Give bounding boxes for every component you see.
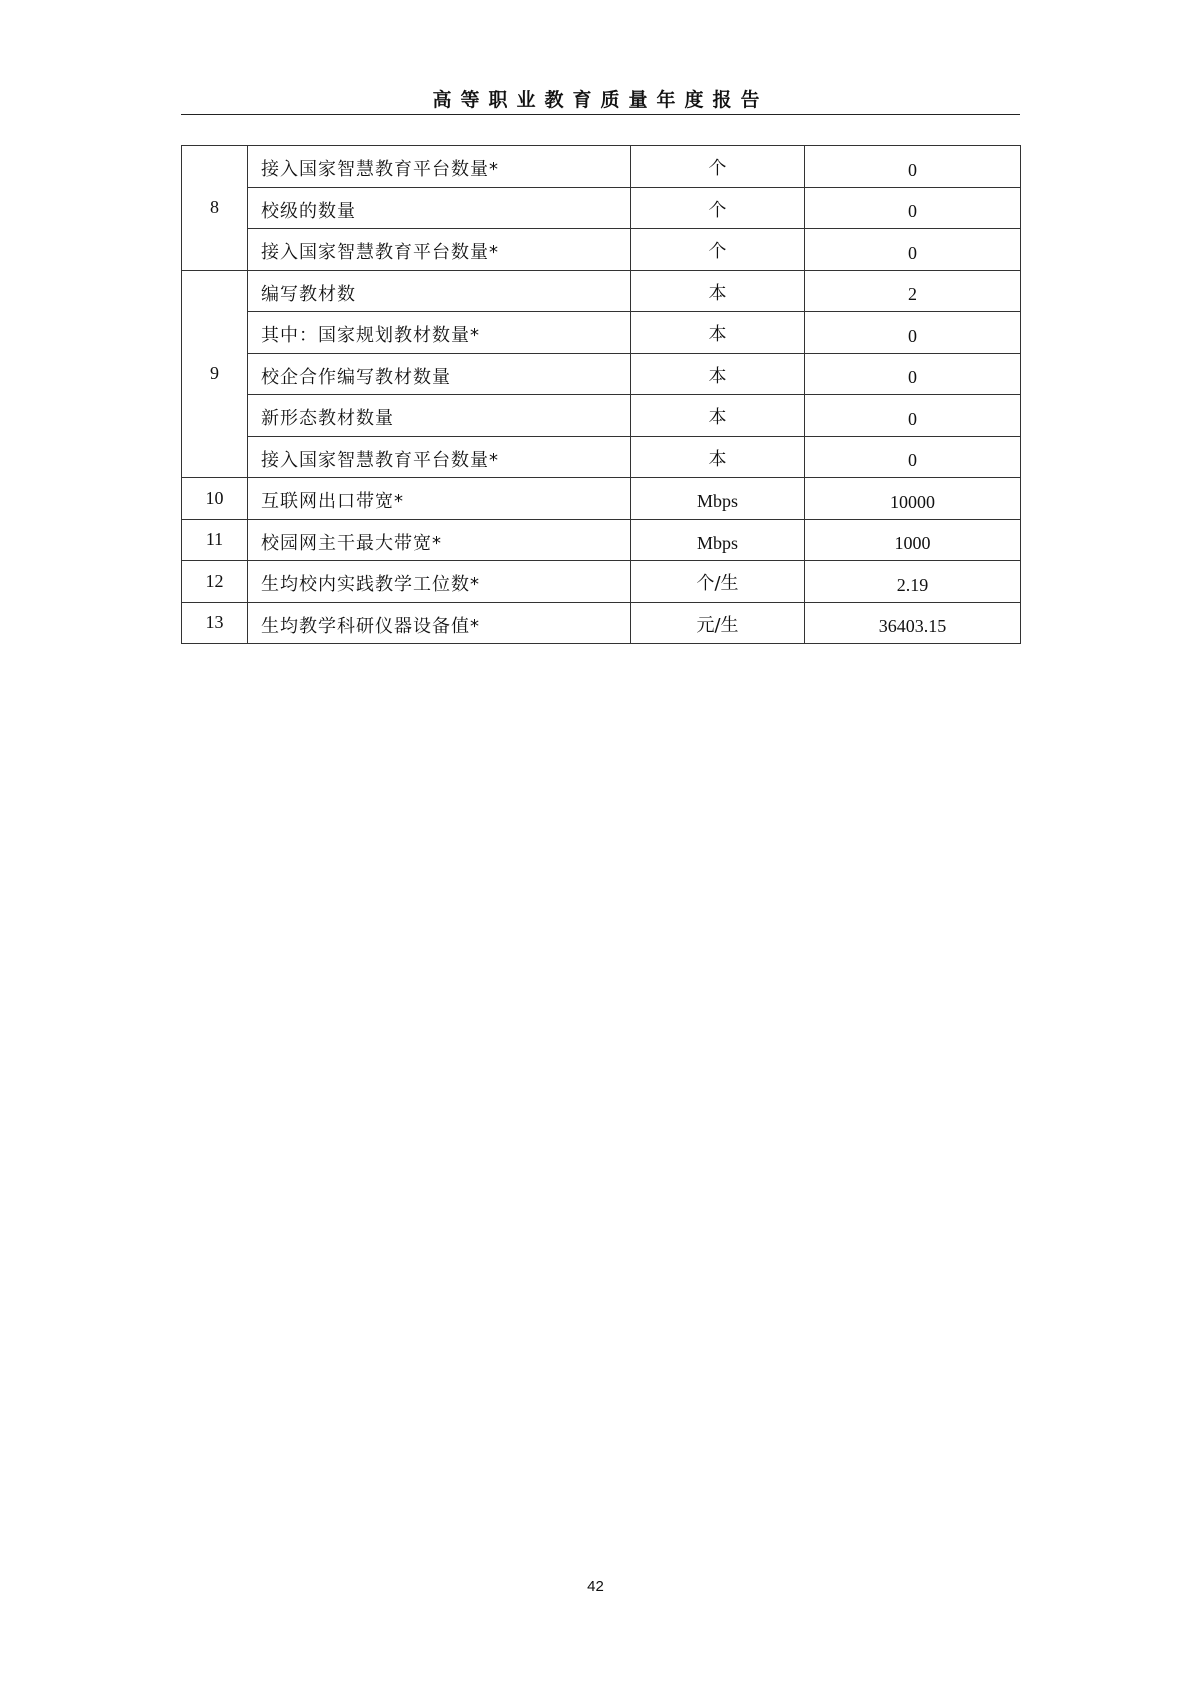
value-cell: 36403.15 (805, 602, 1021, 644)
item-name-cell: 互联网出口带宽* (248, 478, 631, 520)
unit-cell: 个 (631, 229, 805, 271)
value-cell: 0 (805, 229, 1021, 271)
page-number: 42 (587, 1578, 604, 1595)
row-number-cell: 12 (182, 561, 248, 603)
unit-cell: 个 (631, 187, 805, 229)
item-name-cell: 新形态教材数量 (248, 395, 631, 437)
item-name-cell: 生均校内实践教学工位数* (248, 561, 631, 603)
row-number-cell: 13 (182, 602, 248, 644)
unit-cell: 本 (631, 312, 805, 354)
table-row (182, 519, 1021, 561)
item-name-cell: 校级的数量 (248, 187, 631, 229)
value-cell: 1000 (805, 519, 1021, 561)
unit-cell: Mbps (631, 478, 805, 520)
value-cell: 0 (805, 312, 1021, 354)
row-number-cell: 11 (182, 519, 248, 561)
value-cell: 10000 (805, 478, 1021, 520)
table-row (182, 395, 1021, 437)
unit-cell: 本 (631, 395, 805, 437)
row-number-cell: 9 (182, 270, 248, 478)
table-row (182, 229, 1021, 271)
indicator-table-body (182, 146, 1021, 644)
header-divider (181, 114, 1020, 115)
item-name-cell: 校园网主干最大带宽* (248, 519, 631, 561)
table-row (182, 146, 1021, 188)
unit-cell: 本 (631, 353, 805, 395)
item-name-cell: 接入国家智慧教育平台数量* (248, 229, 631, 271)
table-row (182, 561, 1021, 603)
value-cell: 2 (805, 270, 1021, 312)
indicator-table (181, 145, 1021, 644)
table-row (182, 353, 1021, 395)
item-name-cell: 生均教学科研仪器设备值* (248, 602, 631, 644)
item-name-cell: 接入国家智慧教育平台数量* (248, 436, 631, 478)
unit-cell: 个 (631, 146, 805, 188)
unit-cell: Mbps (631, 519, 805, 561)
value-cell: 0 (805, 395, 1021, 437)
table-row (182, 478, 1021, 520)
table-row (182, 187, 1021, 229)
unit-cell: 个/生 (631, 561, 805, 603)
table-row (182, 270, 1021, 312)
table-row (182, 436, 1021, 478)
value-cell: 0 (805, 187, 1021, 229)
item-name-cell: 其中：国家规划教材数量* (248, 312, 631, 354)
value-cell: 0 (805, 353, 1021, 395)
item-name-cell: 编写教材数 (248, 270, 631, 312)
page-header-title: 高等职业教育质量年度报告 (432, 89, 769, 111)
value-cell: 0 (805, 436, 1021, 478)
row-number-cell: 10 (182, 478, 248, 520)
row-number-cell: 8 (182, 146, 248, 271)
unit-cell: 本 (631, 436, 805, 478)
value-cell: 2.19 (805, 561, 1021, 603)
table-row (182, 312, 1021, 354)
value-cell: 0 (805, 146, 1021, 188)
table-row (182, 602, 1021, 644)
unit-cell: 元/生 (631, 602, 805, 644)
unit-cell: 本 (631, 270, 805, 312)
item-name-cell: 接入国家智慧教育平台数量* (248, 146, 631, 188)
item-name-cell: 校企合作编写教材数量 (248, 353, 631, 395)
